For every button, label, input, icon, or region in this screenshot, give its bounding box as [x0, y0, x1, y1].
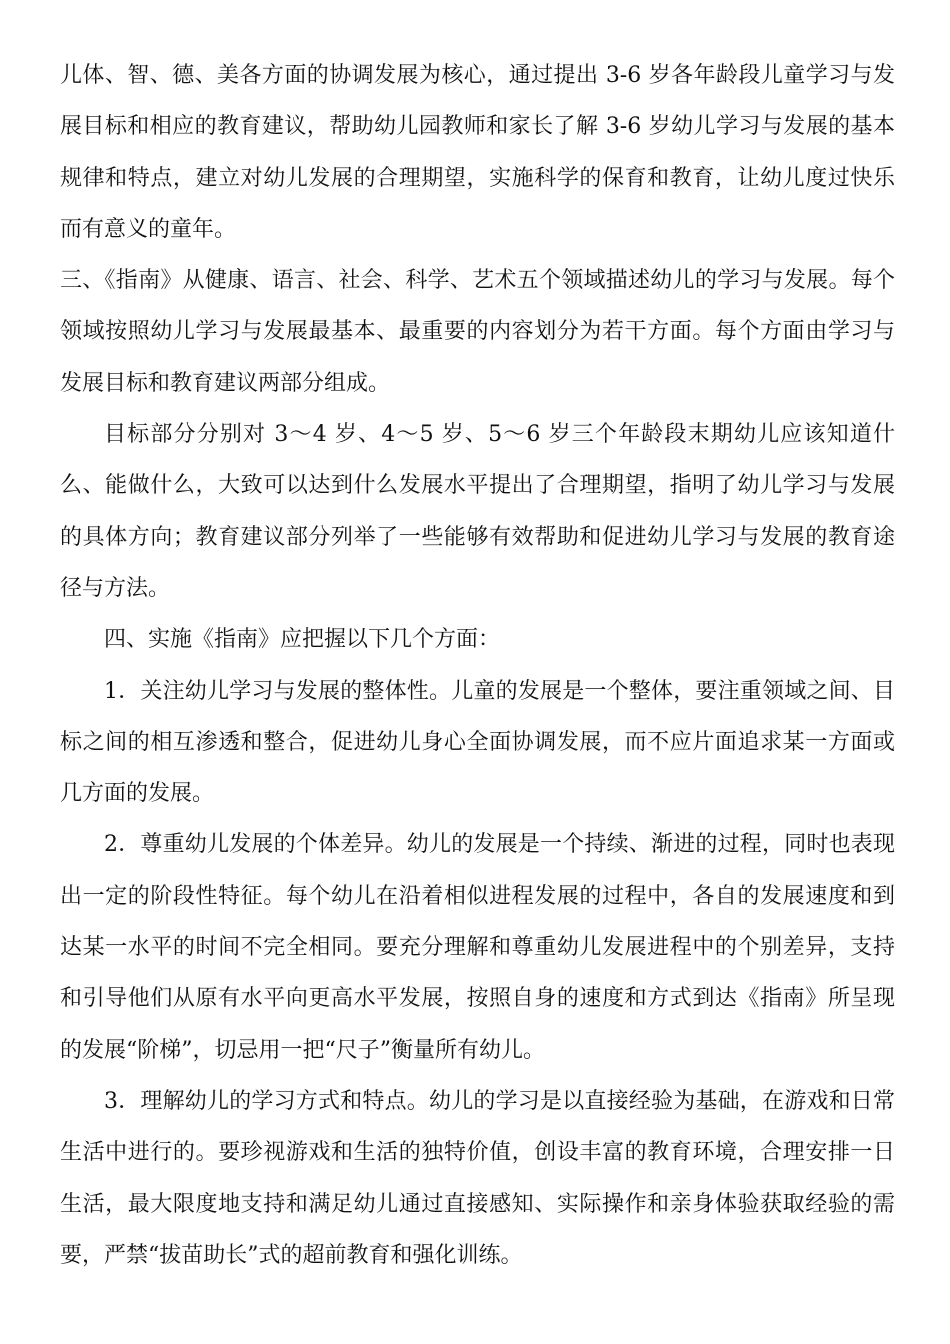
paragraph-continuation: 儿体、智、德、美各方面的协调发展为核心，通过提出 3-6 岁各年龄段儿童学习与发展目标和相应的教育建议，帮助幼儿园教师和家长了解 3-6 岁幼儿学习与发展的基本规律和特点，建立对幼儿发展的合理期望，实施科学的保育和教育，让幼儿度过快乐而有意义的童年。	[60, 63, 895, 242]
paragraph-item-1: 1．关注幼儿学习与发展的整体性。儿童的发展是一个整体，要注重领域之间、目标之间的相互渗透和整合，促进幼儿身心全面协调发展，而不应片面追求某一方面或几方面的发展。	[60, 678, 895, 807]
paragraph-section-four-heading: 四、实施《指南》应把握以下几个方面：	[104, 627, 501, 653]
paragraph-section-three: 三、《指南》从健康、语言、社会、科学、艺术五个领域描述幼儿的学习与发展。每个领域按照幼儿学习与发展最基本、最重要的内容划分为若干方面。每个方面由学习与发展目标和教育建议两部分组成。	[60, 268, 895, 396]
paragraph-item-3: 3．理解幼儿的学习方式和特点。幼儿的学习是以直接经验为基础，在游戏和日常生活中进行的。要珍视游戏和生活的独特价值，创设丰富的教育环境，合理安排一日生活，最大限度地支持和满足幼儿通过直接感知、实际操作和亲身体验获取经验的需要，严禁“拔苗助长”式的超前教育和强化训练。	[60, 1088, 895, 1268]
document-page	[60, 50, 895, 1281]
paragraph-goals: 目标部分分别对 3～4 岁、4～5 岁、5～6 岁三个年龄段末期幼儿应该知道什么、能做什么，大致可以达到什么发展水平提出了合理期望，指明了幼儿学习与发展的具体方向；教育建议部分列举了一些能够有效帮助和促进幼儿学习与发展的教育途径与方法。	[60, 422, 895, 601]
paragraph-item-2: 2．尊重幼儿发展的个体差异。幼儿的发展是一个持续、渐进的过程，同时也表现出一定的阶段性特征。每个幼儿在沿着相似进程发展的过程中，各自的发展速度和到达某一水平的时间不完全相同。要充分理解和尊重幼儿发展进程中的个别差异，支持和引导他们从原有水平向更高水平发展，按照自身的速度和方式到达《指南》所呈现的发展“阶梯”，切忌用一把“尺子”衡量所有幼儿。	[60, 832, 895, 1063]
